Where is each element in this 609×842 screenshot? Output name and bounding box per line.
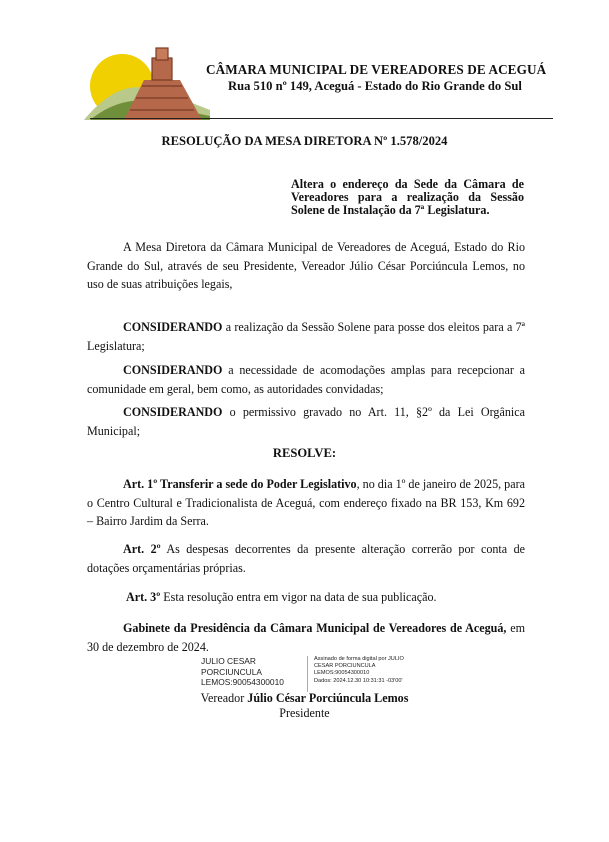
- whereas-label: CONSIDERANDO: [123, 320, 223, 334]
- article-3-label: Art. 3º: [126, 590, 161, 604]
- article-3: [126, 590, 437, 605]
- whereas-1-text: a realização da Sessão Solene para posse dos eleitos para a 7ª Legislatura;: [87, 320, 525, 353]
- article-1-text: , no dia 1º de janeiro de 2025, para o Centro Cultural e Tradicionalista de Aceguá, com endereço fixado na BR 153, Km 692 – Bairro Jardim da Serra.: [87, 477, 525, 528]
- article-1-label: Art. 1º Transferir a sede do Poder Legislativo: [123, 477, 357, 491]
- signer-prefix: Vereador: [200, 691, 248, 705]
- signer-name-line: [0, 691, 609, 705]
- stamp-line: PORCIUNCULA: [201, 666, 262, 677]
- intro-text: A Mesa Diretora da Câmara Municipal de Vereadores de Aceguá, Estado do Rio Grande do Sul, através de seu Presidente, Vereador Júlio César Porciúncula Lemos, no uso de suas atribuições legais,: [87, 240, 525, 291]
- digital-line: LEMOS:90054300010: [314, 670, 370, 677]
- article-3-text: Esta resolução entra em vigor na data de sua publicação.: [160, 590, 437, 604]
- whereas-label: CONSIDERANDO: [123, 405, 223, 419]
- closing-date: em 30 de dezembro de 2024.: [87, 621, 525, 654]
- article-1: [87, 475, 525, 531]
- stamp-line: LEMOS:90054300010: [201, 677, 284, 687]
- stamp-line: JULIO CESAR: [201, 656, 256, 666]
- whereas-3-text: o permissivo gravado no Art. 11, §2º da Lei Orgânica Municipal;: [87, 405, 525, 438]
- article-2: [87, 540, 525, 577]
- closing-office: Gabinete da Presidência da Câmara Municipal de Vereadores de Aceguá,: [123, 621, 507, 635]
- intro-paragraph: [87, 238, 525, 294]
- resolution-summary: Altera o endereço da Sede da Câmara de Vereadores para a realização da Sessão Solene de Instalação da 7ª Legislatura.: [291, 177, 524, 218]
- digital-line: Dados: 2024.12.30 10:31:31 -03'00': [314, 677, 403, 684]
- digital-signature-details: [314, 656, 404, 685]
- whereas-3: [87, 403, 525, 440]
- chamber-logo: [84, 44, 210, 120]
- whereas-2: [87, 361, 525, 398]
- whereas-2-text: a necessidade de acomodações amplas para recepcionar a comunidade em geral, bem como, as autoridades convidadas;: [87, 363, 525, 396]
- signature-stamp: [201, 656, 284, 688]
- digital-line: Assinado de forma digital por JULIO: [314, 656, 404, 662]
- whereas-label: CONSIDERANDO: [123, 363, 223, 377]
- article-2-label: Art. 2º: [123, 542, 161, 556]
- resolution-title: RESOLUÇÃO DA MESA DIRETORA Nº 1.578/2024: [161, 134, 448, 148]
- signature-divider: [307, 656, 308, 692]
- chamber-name: CÂMARA MUNICIPAL DE VEREADORES DE ACEGUÁ: [206, 62, 547, 77]
- whereas-1: [87, 318, 525, 355]
- chamber-address: Rua 510 nº 149, Aceguá - Estado do Rio Grande do Sul: [228, 79, 522, 93]
- signer-name: Júlio César Porciúncula Lemos: [247, 691, 409, 705]
- digital-line: CESAR PORCIUNCULA: [314, 663, 376, 670]
- closing-paragraph: [87, 619, 525, 656]
- signer-role: Presidente: [279, 706, 330, 720]
- resolves-heading: RESOLVE:: [272, 446, 337, 460]
- article-2-text: As despesas decorrentes da presente alteração correrão por conta de dotações orçamentárias próprias.: [87, 542, 526, 575]
- header-divider: [90, 118, 553, 119]
